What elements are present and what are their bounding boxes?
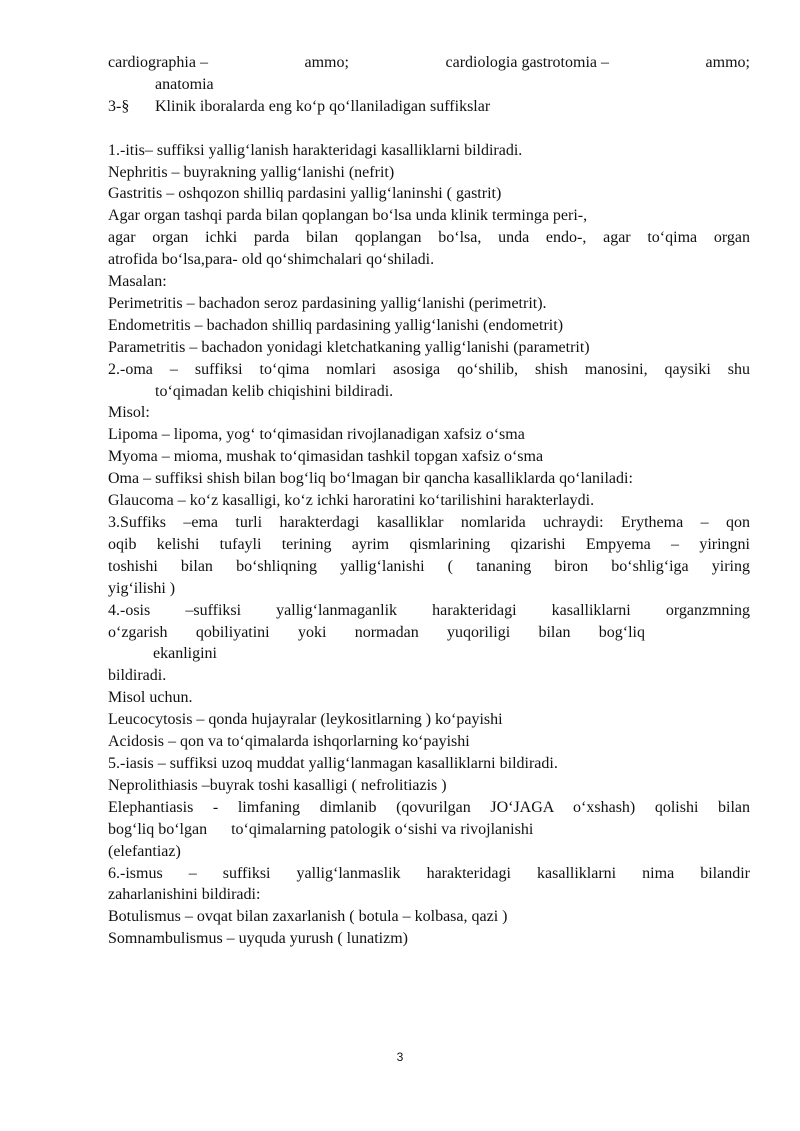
text-line: Elephantiasis - limfaning dimlanib (qovurilgan JO‘JAGA o‘xshash) qolishi bilan [108,798,750,816]
text-line: 5.-iasis – suffiksi uzoq muddat yallig‘lanmagan kasalliklarni bildiradi. [108,754,558,772]
text-span: cardiologia gastrotomia – [445,54,609,71]
text-line: Myoma – mioma, mushak to‘qimasidan tashkil topgan xafsiz o‘sma [108,448,544,466]
text-line: Perimetritis – bachadon seroz pardasining yallig‘lanishi (perimetrit). [108,294,547,312]
text-line [108,622,750,644]
text-line: toshishi bilan bo‘shliqning yallig‘lanishi ( tananing biron bo‘shlig‘iga yiring [108,557,750,575]
text-line: 3.Suffiks –ema turli harakterdagi kasalliklar nomlarida uchraydi: Erythema – qon [108,514,750,532]
section-number: 3-§ [108,97,130,115]
text-line [108,819,750,841]
text-line: bildiradi. [108,667,167,685]
page-number: 3 [396,1050,404,1064]
text-span: ammo; [705,54,750,71]
text-span: to‘qimalarning patologik o‘sishi va rivojlanishi [231,820,534,838]
page-content [108,52,750,950]
text-span: bog‘liq bo‘lgan [108,820,208,838]
text-line: ekanligini [153,645,217,663]
text-line: Masalan: [108,273,167,291]
text-line: zaharlanishini bildiradi: [108,886,261,904]
text-line: to‘qimadan kelib chiqishini bildiradi. [155,382,394,400]
text-span: cardiographia – [108,54,208,71]
text-line: 2.-oma – suffiksi to‘qima nomlari asosiga qo‘shilib, shish manosini, qaysiki shu [108,360,750,378]
text-line: yig‘ilishi ) [108,579,176,597]
section-heading [108,96,750,118]
text-line: Neprolithiasis –buyrak toshi kasalligi ( nefrolitiazis ) [108,776,447,794]
blank-line [108,118,750,140]
text-line: agar organ ichki parda bilan qoplangan bo‘lsa, unda endo-, agar to‘qima organ [108,229,750,247]
text-line [108,52,750,74]
text-line: Agar organ tashqi parda bilan qoplangan bo‘lsa unda klinik terminga peri-, [108,207,588,225]
text-line: anatomia [155,75,214,93]
text-line: Somnambulismus – uyquda yurush ( lunatizm) [108,930,408,948]
text-line: 4.-osis –suffiksi yallig‘lanmaganlik harakteridagi kasalliklarni organzmning [108,601,750,619]
text-line: Glaucoma – ko‘z kasalligi, ko‘z ichki haroratini ko‘tarilishini harakterlaydi. [108,492,595,510]
text-line: Lipoma – lipoma, yog‘ to‘qimasidan rivojlanadigan xafsiz o‘sma [108,426,525,444]
text-line: Gastritis – oshqozon shilliq pardasini yallig‘laninshi ( gastrit) [108,185,502,203]
text-line: oqib kelishi tufayli terining ayrim qismlarining qizarishi Empyema – yiringni [108,535,750,553]
text-line: Acidosis – qon va to‘qimalarda ishqorlarning ko‘payishi [108,733,470,751]
text-line: Botulismus – ovqat bilan zaxarlanish ( botula – kolbasa, qazi ) [108,908,508,926]
text-line: Endometritis – bachadon shilliq pardasining yallig‘lanishi (endometrit) [108,316,564,334]
text-line: Misol: [108,404,150,422]
section-title: Klinik iboralarda eng ko‘p qo‘llaniladigan suffikslar [155,97,491,115]
text-span: o‘zgarish qobiliyatini yoki normadan yuqoriligi bilan bog‘liq [108,623,645,641]
text-line: Leucocytosis – qonda hujayralar (leykositlarning ) ko‘payishi [108,711,503,729]
text-line: Parametritis – bachadon yonidagi kletchatkaning yallig‘lanishi (parametrit) [108,338,590,356]
text-line: 6.-ismus – suffiksi yallig‘lanmaslik harakteridagi kasalliklarni nima bilandir [108,864,750,882]
text-line: atrofida bo‘lsa,para- old qo‘shimchalari qo‘shiladi. [108,251,435,269]
text-line: (elefantiaz) [108,842,181,860]
text-line: 1.-itis– suffiksi yallig‘lanish harakteridagi kasalliklarni bildiradi. [108,141,523,159]
text-line: Misol uchun. [108,689,193,707]
text-line: Oma – suffiksi shish bilan bog‘liq bo‘lmagan bir qancha kasalliklarda qo‘laniladi: [108,470,633,488]
text-span: ammo; [304,54,349,71]
text-line: Nephritis – buyrakning yallig‘lanishi (nefrit) [108,163,395,181]
